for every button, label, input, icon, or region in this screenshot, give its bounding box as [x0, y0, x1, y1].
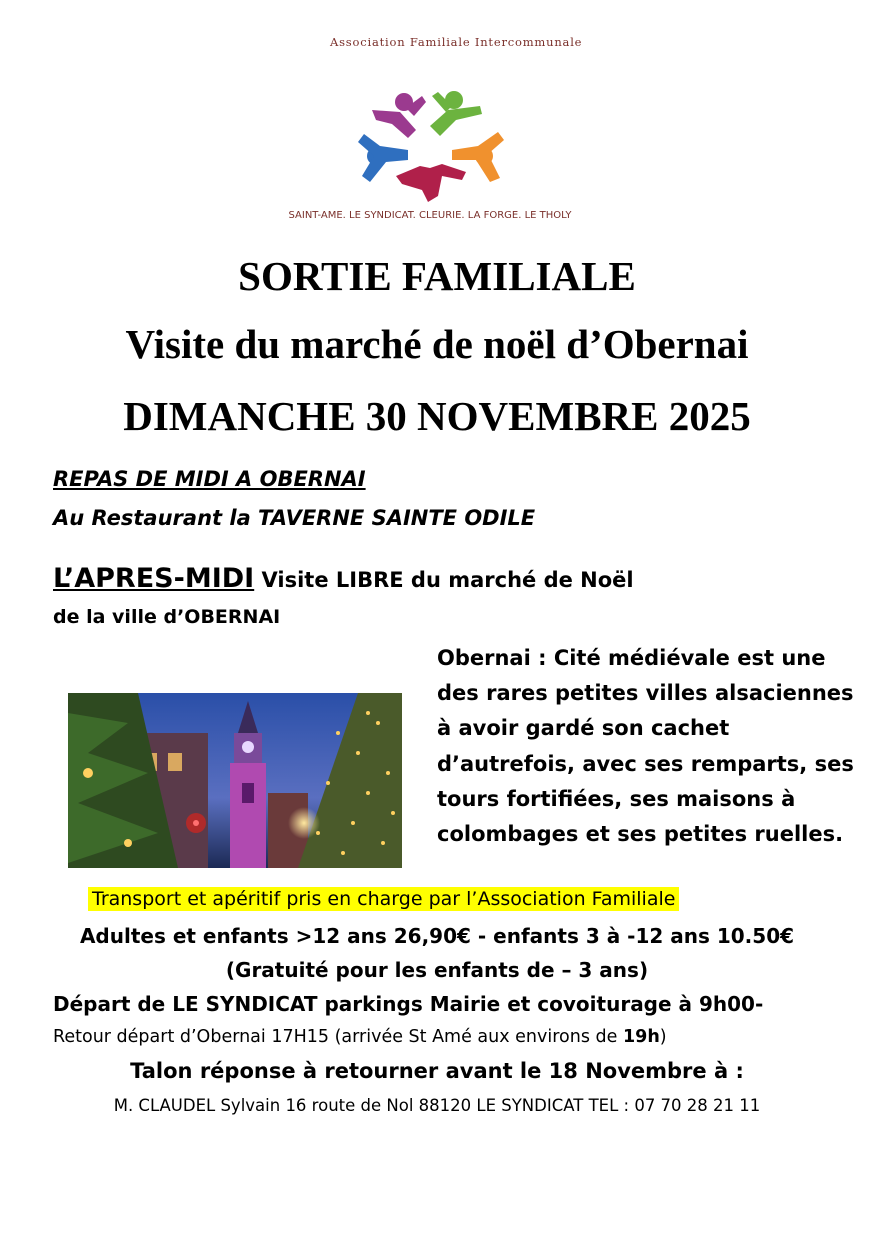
free-children-line: (Gratuité pour les enfants de – 3 ans) [225, 958, 649, 982]
obernai-description: Obernai : Cité médiévale est une des rares petites villes alsaciennes à avoir gardé son cachet d’autrefois, avec ses remparts, ses tours fortifiées, ses maisons à colombages et ses petites ruelles. [437, 646, 854, 847]
return-line: Retour départ d’Obernai 17H15 (arrivée St Amé aux environs de 19h) [53, 1027, 667, 1047]
departure-line: Départ de LE SYNDICAT parkings Mairie et covoiturage à 9h00- [53, 992, 764, 1016]
prices-line: Adultes et enfants >12 ans 26,90€ - enfants 3 à -12 ans 10.50€ [79, 924, 795, 948]
contact-line: M. CLAUDEL Sylvain 16 route de Nol 88120 LE SYNDICAT TEL : 07 70 28 21 11 [113, 1096, 761, 1115]
afternoon-label: L’APRES-MIDI [53, 563, 255, 594]
meal-restaurant: Au Restaurant la TAVERNE SAINTE ODILE [53, 506, 536, 530]
association-logo [288, 35, 583, 222]
afternoon-line [53, 563, 634, 594]
meal-heading: REPAS DE MIDI A OBERNAI [53, 467, 366, 491]
transport-highlight: Transport et apéritif pris en charge par l’Association Familiale [88, 887, 679, 911]
title-line2: Visite du marché de noël d’Obernai [125, 321, 749, 367]
reply-deadline: Talon réponse à retourner avant le 18 Novembre à : [130, 1059, 744, 1083]
christmas-market-photo [68, 693, 402, 868]
afternoon-text: Visite LIBRE du marché de Noël [254, 568, 634, 592]
afternoon-line2: de la ville d’OBERNAI [53, 606, 281, 628]
title-line3: DIMANCHE 30 NOVEMBRE 2025 [123, 393, 751, 439]
logo-figures [358, 91, 504, 202]
title-line1: SORTIE FAMILIALE [238, 253, 636, 299]
logo-bottom-text: SAINT-AME. LE SYNDICAT. CLEURIE. LA FORGE. LE THOLY [288, 210, 572, 221]
logo-arc-text: Association Familiale Intercommunale [330, 35, 583, 49]
